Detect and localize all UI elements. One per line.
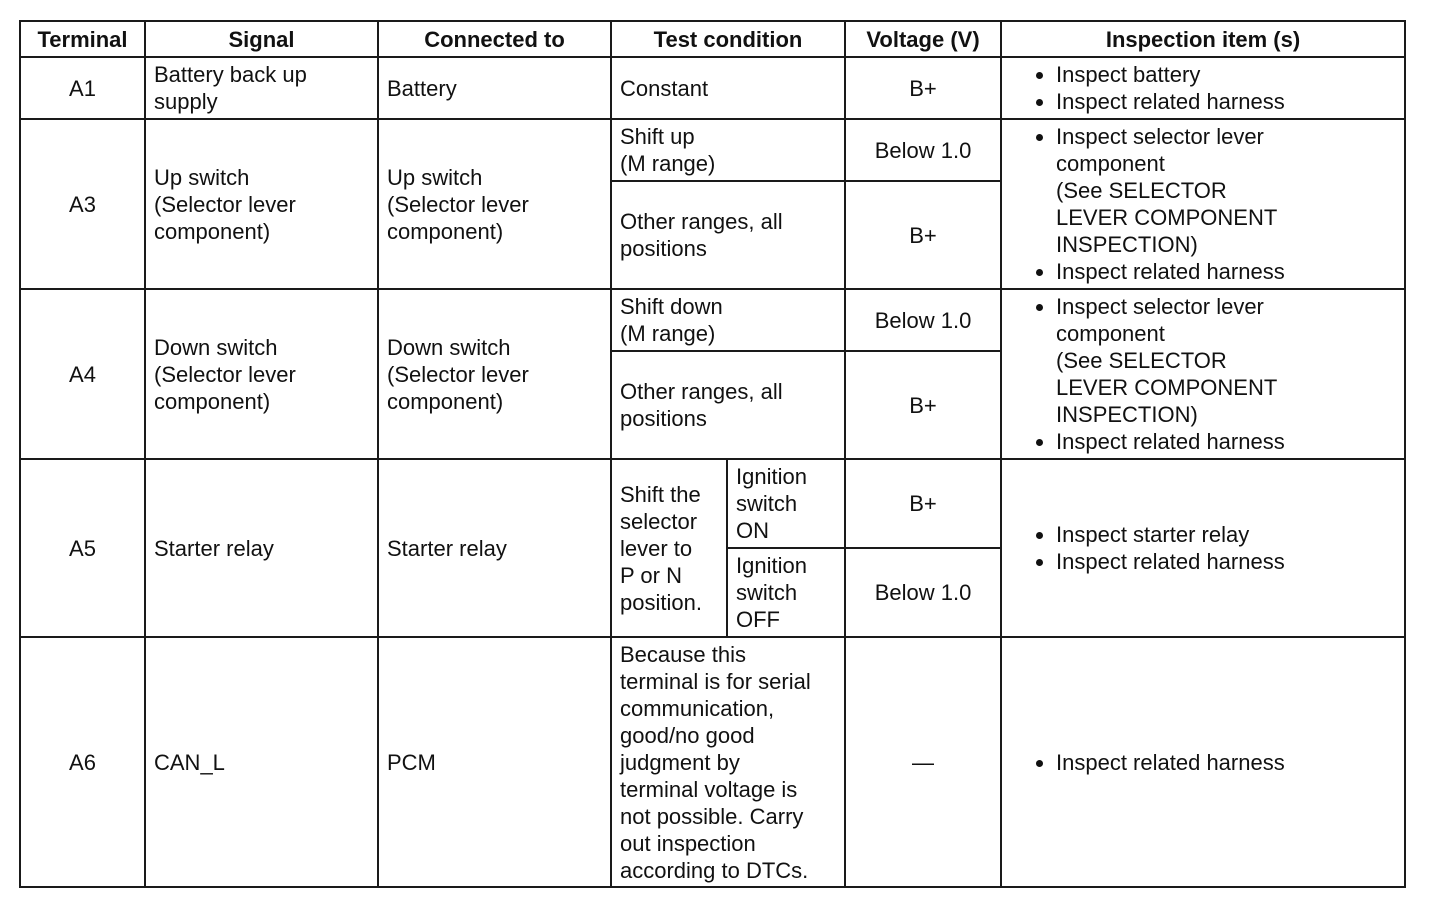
header-connected-to: Connected to <box>378 21 611 57</box>
voltage-cell: B+ <box>845 57 1001 119</box>
inspection-list <box>1010 61 1396 115</box>
inspection-item: • Inspect related harness <box>1056 88 1396 115</box>
inspection-list <box>1010 521 1396 575</box>
connected-to-cell: PCM <box>378 637 611 887</box>
connected-to-cell: Starter relay <box>378 459 611 637</box>
test-condition-cell: Constant <box>611 57 845 119</box>
terminal-cell: A6 <box>20 637 145 887</box>
inspection-cell <box>1001 459 1405 637</box>
connected-to-cell: Battery <box>378 57 611 119</box>
voltage-cell: B+ <box>845 181 1001 289</box>
inspection-cell <box>1001 637 1405 887</box>
table-row <box>20 459 1405 548</box>
inspection-item: • Inspect related harness <box>1056 548 1396 575</box>
voltage-cell: Below 1.0 <box>845 548 1001 637</box>
header-test-condition: Test condition <box>611 21 845 57</box>
header-voltage: Voltage (V) <box>845 21 1001 57</box>
test-condition-cell: Other ranges, all positions <box>611 181 845 289</box>
voltage-cell: Below 1.0 <box>845 119 1001 181</box>
inspection-cell <box>1001 57 1405 119</box>
header-terminal: Terminal <box>20 21 145 57</box>
inspection-list <box>1010 749 1396 776</box>
inspection-item: • Inspect related harness <box>1056 258 1396 285</box>
terminal-inspection-table <box>19 20 1406 888</box>
inspection-item: • Inspect related harness <box>1056 749 1396 776</box>
test-condition-main-cell: Shift the selector lever to P or N position. <box>611 459 727 637</box>
test-condition-cell: Other ranges, all positions <box>611 351 845 459</box>
test-condition-cell: Shift down (M range) <box>611 289 845 351</box>
test-condition-cell: Shift up (M range) <box>611 119 845 181</box>
terminal-cell: A1 <box>20 57 145 119</box>
table-row <box>20 289 1405 351</box>
terminal-cell: A4 <box>20 289 145 459</box>
inspection-cell <box>1001 289 1405 459</box>
terminal-cell: A3 <box>20 119 145 289</box>
header-inspection: Inspection item (s) <box>1001 21 1405 57</box>
signal-cell: Battery back up supply <box>145 57 378 119</box>
inspection-item: • Inspect battery <box>1056 61 1396 88</box>
signal-cell: Down switch (Selector lever component) <box>145 289 378 459</box>
inspection-item: • Inspect related harness <box>1056 428 1396 455</box>
signal-cell: Starter relay <box>145 459 378 637</box>
inspection-cell <box>1001 119 1405 289</box>
signal-cell: Up switch (Selector lever component) <box>145 119 378 289</box>
voltage-cell: B+ <box>845 351 1001 459</box>
inspection-item: • Inspect selector lever component (See SELECTOR LEVER COMPONENT INSPECTION) <box>1056 123 1396 258</box>
test-condition-cell: Because this terminal is for serial communication, good/no good judgment by terminal voltage is not possible. Carry out inspection according to DTCs. <box>611 637 845 887</box>
voltage-cell: — <box>845 637 1001 887</box>
inspection-item: • Inspect selector lever component (See SELECTOR LEVER COMPONENT INSPECTION) <box>1056 293 1396 428</box>
voltage-cell: B+ <box>845 459 1001 548</box>
table-row <box>20 637 1405 887</box>
table-row <box>20 119 1405 181</box>
inspection-list <box>1010 293 1396 455</box>
header-row <box>20 21 1405 57</box>
inspection-list <box>1010 123 1396 285</box>
terminal-cell: A5 <box>20 459 145 637</box>
connected-to-cell: Up switch (Selector lever component) <box>378 119 611 289</box>
voltage-cell: Below 1.0 <box>845 289 1001 351</box>
ignition-condition-cell: Ignition switch ON <box>727 459 845 548</box>
ignition-condition-cell: Ignition switch OFF <box>727 548 845 637</box>
signal-cell: CAN_L <box>145 637 378 887</box>
table-row <box>20 57 1405 119</box>
inspection-item: • Inspect starter relay <box>1056 521 1396 548</box>
header-signal: Signal <box>145 21 378 57</box>
connected-to-cell: Down switch (Selector lever component) <box>378 289 611 459</box>
